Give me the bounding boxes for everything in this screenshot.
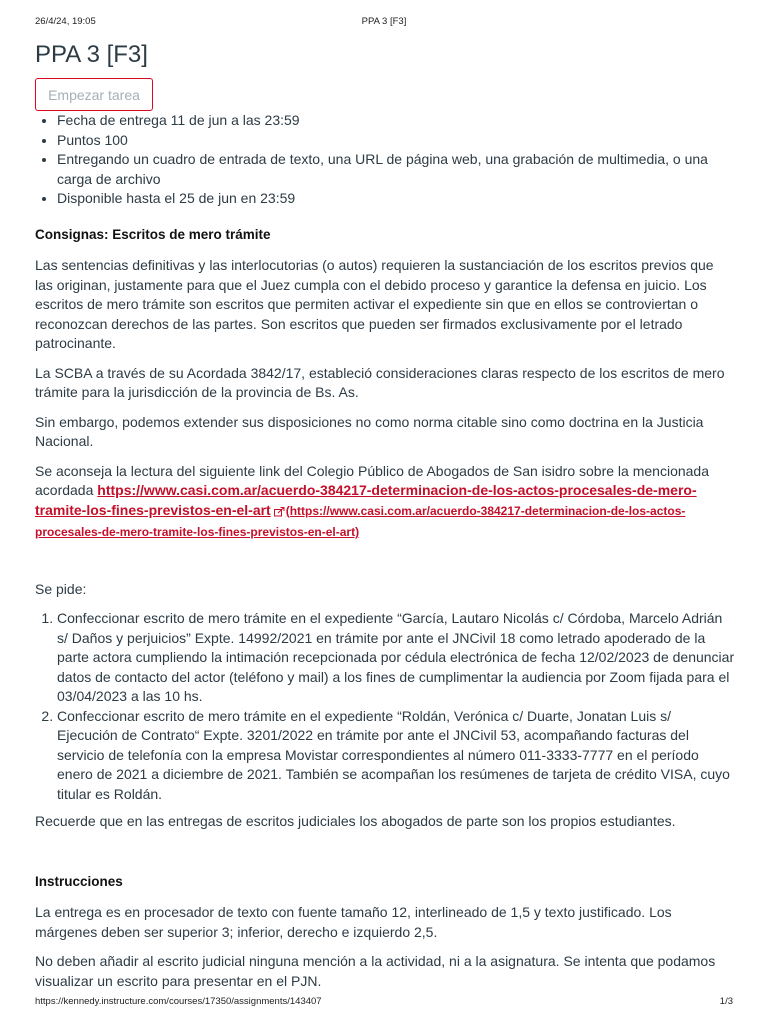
task-list — [35, 609, 735, 804]
casi-link[interactable]: https://www.casi.com.ar/acuerdo-384217-determinacion-de-los-actos-procesales-de-mero-tramite-los-fines-previstos-en-el-art — [35, 482, 697, 518]
instrucciones-heading: Instrucciones — [35, 873, 123, 889]
print-page-title: PPA 3 [F3] — [361, 16, 407, 27]
start-assignment-button[interactable]: Empezar tarea — [35, 78, 153, 111]
paragraph-scba: La SCBA a través de su Acordada 3842/17, estableció consideraciones claras respecto de los escritos de mero trámite para la jurisdicción de la provincia de Bs. As. — [35, 364, 725, 400]
paragraph-recuerde: Recuerde que en las entregas de escritos judiciales los abogados de parte son los propios estudiantes. — [35, 813, 676, 829]
print-date: 26/4/24, 19:05 — [35, 16, 96, 27]
task-item-2: 2. Confeccionar escrito de mero trámite en el expediente “Roldán, Verónica c/ Duarte, Jonatan Luis s/ Ejecución de Contrato“ Expte. 3201/2022 en trámite por ante el JNCivil 53, acompañando facturas del servicio de telefonía con la empresa Movistar correspondientes al número 011-3333-7777 en el período enero de 2021 a diciembre de 2021. También se acompañan los resúmenes de tarjeta de crédito VISA, cuyo titular es Roldán. — [57, 707, 735, 805]
task-item-1: 1. Confeccionar escrito de mero trámite en el expediente “García, Lautaro Nicolás c/ Córdoba, Marcelo Adrián s/ Daños y perjuicios” Expte. 14992/2021 en trámite por ante el JNCivil 18 como letrado apoderado de la parte actora cumpliendo la intimación recepcionada por cédula electrónica de fecha 12/02/2023 de denunciar datos de contacto del actor (teléfono y mail) a los fines de cumplimentar la audiencia por Zoom fijada para el 03/04/2023 a las 10 hs. — [57, 609, 735, 707]
available-until: • Disponible hasta el 25 de jun en 23:59 — [57, 189, 735, 209]
due-date: • Fecha de entrega 11 de jun a las 23:59 — [57, 111, 735, 131]
assignment-title: PPA 3 [F3] — [35, 41, 148, 68]
external-link-icon — [274, 503, 285, 523]
assignment-details — [35, 111, 735, 209]
paragraph-no-deben: No deben añadir al escrito judicial ninguna mención a la actividad, ni a la asignatura. Se intenta que podamos visualizar un escrito para presentar en el PJN. — [35, 953, 716, 989]
page-number: 1/3 — [719, 996, 733, 1007]
casi-link-full-url[interactable]: (https://www.casi.com.ar/acuerdo-384217-determinacion-de-los-actos-procesales-de-mero-tramite-los-fines-previstos-en-el-art) — [35, 503, 686, 539]
submission-types: • Entregando un cuadro de entrada de texto, una URL de página web, una grabación de multimedia, o una carga de archivo — [57, 150, 735, 189]
paragraph-sin-embargo: Sin embargo, podemos extender sus disposiciones no como norma citable sino como doctrina en la Justicia Nacional. — [35, 413, 704, 449]
se-pide-label: Se pide: — [35, 580, 87, 597]
print-url: https://kennedy.instructure.com/courses/17350/assignments/143407 — [35, 996, 322, 1007]
points: • Puntos 100 — [57, 131, 735, 151]
paragraph-sentencias: Las sentencias definitivas y las interlocutorias (o autos) requieren la sustanciación de los escritos previos que las originan, justamente para que el Juez cumpla con el debido proceso y garantice la defensa en juicio. Los escritos de mero trámite son escritos que permiten activar el expediente sin que en ellos se controviertan o reconozcan derechos de las partes. Son escritos que pueden ser firmados exclusivamente por el letrado patrocinante. — [35, 257, 714, 351]
paragraph-link — [35, 462, 735, 543]
link-intro-text: Se aconseja la lectura del siguiente link del Colegio Público de Abogados de San isidro sobre la mencionada acordada — [35, 462, 709, 498]
paragraph-entrega: La entrega es en procesador de texto con fuente tamaño 12, interlineado de 1,5 y texto justificado. Los márgenes deben ser superior 3; inferior, derecho e izquierdo 2,5. — [35, 904, 672, 940]
consignas-heading: Consignas: Escritos de mero trámite — [35, 226, 271, 242]
assignment-content — [35, 40, 735, 991]
